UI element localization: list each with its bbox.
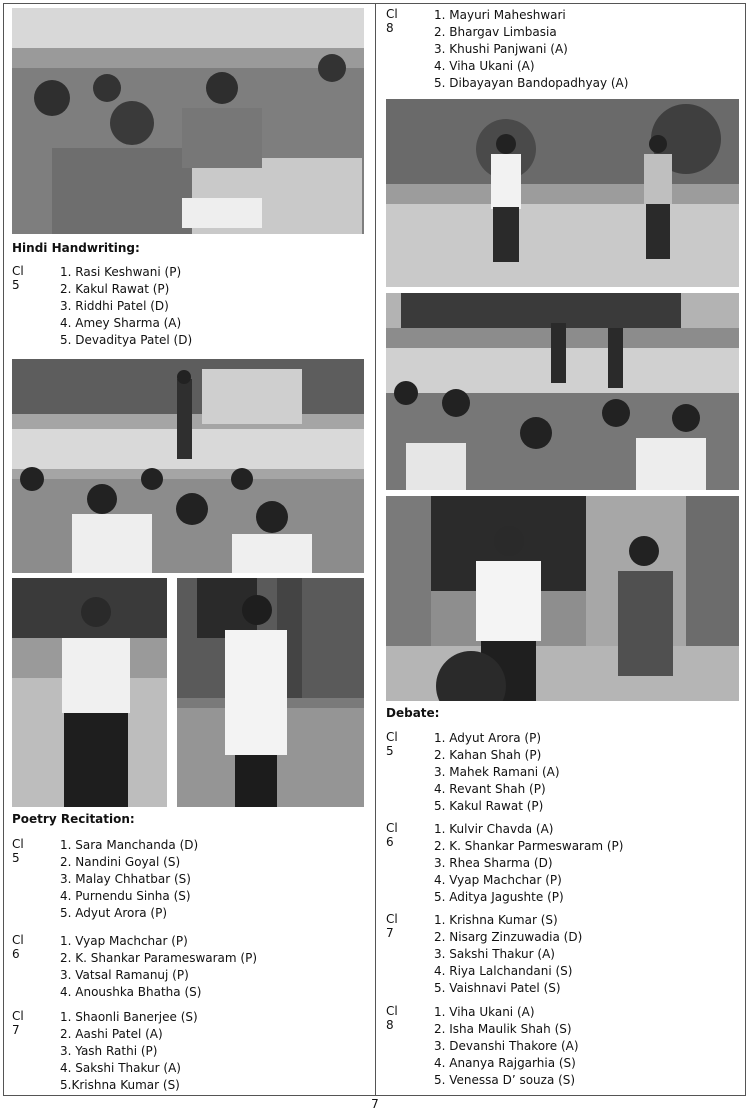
- class-label: Cl 7: [386, 912, 398, 940]
- list-item: 4. Anoushka Bhatha (S): [60, 985, 202, 999]
- list-item: 1. Vyap Machchar (P): [60, 934, 188, 948]
- result-list: [434, 1004, 579, 1089]
- column-divider: [375, 3, 376, 1096]
- result-list: [60, 264, 192, 349]
- list-item: 5. Adyut Arora (P): [60, 906, 168, 920]
- debate-two-boys-photo: [386, 496, 739, 701]
- list-item: 3. Mahek Ramani (A): [434, 765, 560, 779]
- list-item: 5. Aditya Jagushte (P): [434, 890, 564, 904]
- list-item: 4. Riya Lalchandani (S): [434, 964, 573, 978]
- result-list: [434, 7, 628, 92]
- list-item: 3. Devanshi Thakore (A): [434, 1039, 579, 1053]
- result-list: [60, 837, 198, 922]
- list-item: 2. Nisarg Zinzuwadia (D): [434, 930, 583, 944]
- list-item: 3. Sakshi Thakur (A): [434, 947, 555, 961]
- debate-heading: Debate:: [386, 706, 440, 720]
- list-item: 2. K. Shankar Parameswaram (P): [60, 951, 258, 965]
- list-item: 2. Isha Maulik Shah (S): [434, 1022, 572, 1036]
- list-item: 4. Vyap Machchar (P): [434, 873, 562, 887]
- poetry-recitation-heading: Poetry Recitation:: [12, 812, 135, 826]
- list-item: 4. Sakshi Thakur (A): [60, 1061, 181, 1075]
- debate-audience-photo: [386, 293, 739, 490]
- list-item: 5. Devaditya Patel (D): [60, 333, 193, 347]
- result-list: [60, 933, 257, 1001]
- list-item: 5. Vaishnavi Patel (S): [434, 981, 561, 995]
- debate-outdoor-photo: [386, 99, 739, 287]
- class-label: Cl 8: [386, 1004, 398, 1032]
- list-item: 1. Mayuri Maheshwari: [434, 8, 566, 22]
- list-item: 3. Khushi Panjwani (A): [434, 42, 568, 56]
- list-item: 5.Krishna Kumar (S): [60, 1078, 180, 1092]
- girl-reciting-photo: [177, 578, 364, 807]
- list-item: 2. Aashi Patel (A): [60, 1027, 163, 1041]
- list-item: 2. Kakul Rawat (P): [60, 282, 170, 296]
- list-item: 4. Revant Shah (P): [434, 782, 546, 796]
- list-item: 1. Sara Manchanda (D): [60, 838, 199, 852]
- list-item: 4. Purnendu Sinha (S): [60, 889, 191, 903]
- list-item: 2. Bhargav Limbasia: [434, 25, 557, 39]
- list-item: 3. Riddhi Patel (D): [60, 299, 169, 313]
- class-label: Cl 5: [386, 730, 398, 758]
- class-label: Cl 5: [12, 837, 24, 865]
- result-list: [60, 1009, 198, 1094]
- boy-reciting-photo: [12, 578, 167, 807]
- result-list: [434, 912, 582, 997]
- class-label: Cl 6: [386, 821, 398, 849]
- class-label: Cl 6: [12, 933, 24, 961]
- list-item: 5. Kakul Rawat (P): [434, 799, 544, 813]
- list-item: 2. Nandini Goyal (S): [60, 855, 181, 869]
- class-label: Cl 5: [12, 264, 24, 292]
- page-number: 7: [371, 1097, 379, 1111]
- list-item: 4. Ananya Rajgarhia (S): [434, 1056, 576, 1070]
- list-item: 1. Krishna Kumar (S): [434, 913, 558, 927]
- classroom-handwriting-photo: [12, 8, 364, 234]
- list-item: 1. Adyut Arora (P): [434, 731, 542, 745]
- list-item: 3. Vatsal Ramanuj (P): [60, 968, 189, 982]
- outdoor-audience-photo: [12, 359, 364, 573]
- list-item: 5. Dibayayan Bandopadhyay (A): [434, 76, 629, 90]
- result-list: [434, 730, 560, 815]
- class-label: Cl 8: [386, 7, 398, 35]
- hindi-handwriting-heading: Hindi Handwriting:: [12, 241, 140, 255]
- result-list: [434, 821, 623, 906]
- list-item: 3. Rhea Sharma (D): [434, 856, 553, 870]
- list-item: 1. Rasi Keshwani (P): [60, 265, 182, 279]
- list-item: 4. Amey Sharma (A): [60, 316, 182, 330]
- list-item: 3. Malay Chhatbar (S): [60, 872, 191, 886]
- list-item: 1. Kulvir Chavda (A): [434, 822, 554, 836]
- list-item: 1. Shaonli Banerjee (S): [60, 1010, 198, 1024]
- list-item: 1. Viha Ukani (A): [434, 1005, 535, 1019]
- list-item: 3. Yash Rathi (P): [60, 1044, 158, 1058]
- class-label: Cl 7: [12, 1009, 24, 1037]
- list-item: 2. K. Shankar Parmeswaram (P): [434, 839, 624, 853]
- list-item: 2. Kahan Shah (P): [434, 748, 542, 762]
- list-item: 4. Viha Ukani (A): [434, 59, 535, 73]
- list-item: 5. Venessa D’ souza (S): [434, 1073, 576, 1087]
